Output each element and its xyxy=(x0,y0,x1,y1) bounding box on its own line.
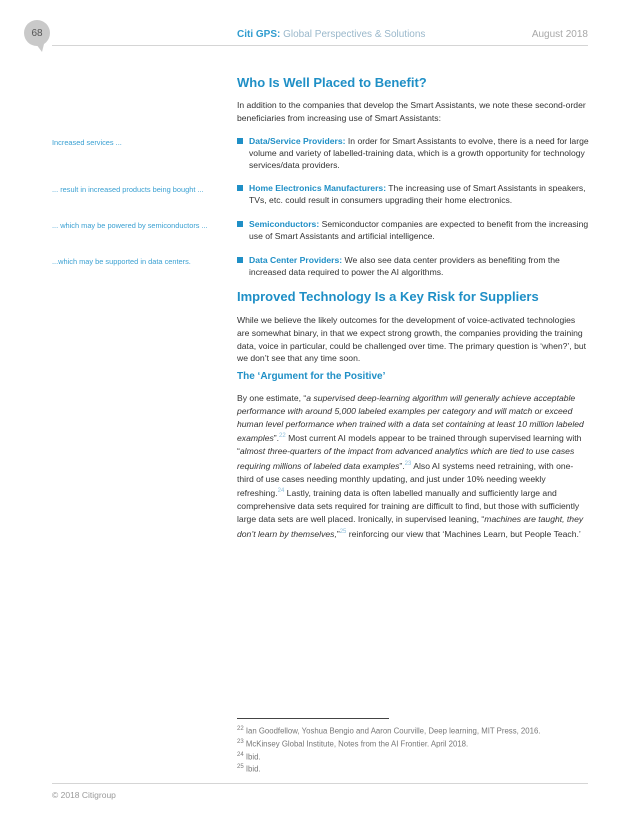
footnote-ref: 22 xyxy=(279,433,286,440)
text-run: ”. xyxy=(399,460,405,471)
margin-note-1: Increased services ... xyxy=(52,138,122,147)
text-run: Also AI systems need retraining, with one-third of use cases needing monthly updating, and just under 10% needing weekly refreshing. xyxy=(237,460,574,499)
margin-note-4: ...which may be supported in data centers. xyxy=(52,257,191,266)
header-title xyxy=(237,29,425,40)
page-number: 68 xyxy=(31,27,43,39)
header-brand: Citi GPS: xyxy=(237,29,281,40)
bullet-term: Data Center Providers: xyxy=(249,255,343,265)
footnote-ref: 25 xyxy=(339,528,347,535)
bullet-term: Home Electronics Manufacturers: xyxy=(249,183,387,193)
bullet-square-icon xyxy=(237,138,243,144)
section-beneficiaries xyxy=(237,75,589,125)
bullet-square-icon xyxy=(237,257,243,263)
bullet-text: In order for Smart Assistants to evolve, there is a need for large volume and variety of labelled-training data, which is a growth opportunity for technology services/data providers. xyxy=(249,136,589,171)
list-item xyxy=(237,182,589,206)
footnote xyxy=(237,724,597,737)
footnote-number: 23 xyxy=(237,738,244,745)
footnote-text: Ian Goodfellow, Yoshua Bengio and Aaron Courville, Deep learning, MIT Press, 2016. xyxy=(243,726,541,736)
section-heading-risk: Improved Technology Is a Key Risk for Suppliers xyxy=(237,289,539,304)
section-heading-beneficiaries: Who Is Well Placed to Benefit? xyxy=(237,75,427,90)
list-item xyxy=(237,135,589,172)
quote-1: a supervised deep-learning algorithm will generally achieve acceptable performance with around 5,000 labeled examples per category and will match or exceed human level performance when trained with a data set containing at least 10 million labeled examples xyxy=(237,393,584,444)
footnote-text: McKinsey Global Institute, Notes from the AI Frontier. April 2018. xyxy=(243,739,469,749)
footnote-number: 24 xyxy=(237,751,244,758)
copyright: © 2018 Citigroup xyxy=(52,790,116,800)
quote-2: almost three-quarters of the impact from advanced analytics which are tied to use cases requiring millions of labeled data examples xyxy=(237,446,575,471)
page-badge-tail xyxy=(36,44,44,52)
text-run: Most current AI models appear to be trained through supervised learning with “ xyxy=(237,433,582,457)
bullet-text: We also see data center providers as benefiting from the increased data required to power the AI algorithms. xyxy=(249,255,560,278)
footnote xyxy=(237,737,597,750)
bullet-term: Data/Service Providers: xyxy=(249,136,346,146)
section-risk xyxy=(237,289,589,365)
footnote xyxy=(237,750,597,763)
section-argument xyxy=(237,371,589,540)
bullet-square-icon xyxy=(237,221,243,227)
header-divider xyxy=(52,45,588,46)
header-subtitle: Global Perspectives & Solutions xyxy=(280,29,426,40)
text-run: ” xyxy=(336,528,340,539)
text-run: By one estimate, “ xyxy=(237,393,307,403)
list-item xyxy=(237,254,589,278)
text-run: ”. xyxy=(273,433,280,444)
footnote-number: 25 xyxy=(237,764,244,771)
text-run: reinforcing our view that ‘Machines Learn, but People Teach.’ xyxy=(346,528,581,539)
section-intro: In addition to the companies that develop the Smart Assistants, we note these second-order beneficiaries from increasing use of Smart Assistants: xyxy=(237,100,586,123)
bullet-term: Semiconductors: xyxy=(249,219,320,229)
margin-note-3: ... which may be powered by semiconductors ... xyxy=(52,221,208,230)
margin-note-2: ... result in increased products being bought ... xyxy=(52,185,204,194)
footnote-ref: 23 xyxy=(404,460,412,467)
footnote xyxy=(237,762,597,775)
footnotes xyxy=(237,724,597,775)
bullet-text: The increasing use of Smart Assistants in speakers, TVs, etc. could result in consumers upgrading their home electronics. xyxy=(249,183,586,206)
section-argument-paragraph xyxy=(237,392,589,540)
quote-3: machines are taught, they don’t learn by themselves, xyxy=(237,513,584,539)
footnote-divider xyxy=(237,718,389,719)
section-risk-paragraph: While we believe the likely outcomes for the development of voice-activated technologies are somewhat binary, in that we expect strong growth, the companies providing the training data, voice in particular, could be challenged over time. The primary question is ‘when?’, but we don’t see that any time soon. xyxy=(237,315,587,364)
section-heading-argument: The ‘Argument for the Positive’ xyxy=(237,371,386,382)
footnote-text: Ibid. xyxy=(243,764,261,774)
header-date: August 2018 xyxy=(531,29,588,40)
bullet-square-icon xyxy=(237,185,243,191)
footnote-number: 22 xyxy=(237,726,244,732)
text-run: Lastly, training data is often labelled manually and sufficiently large and comprehensive data sets required for training are difficult to find, but those with sufficiently large data sets are well placed. Ironically, in supervised leaning, “ xyxy=(237,488,580,524)
footnote-text: Ibid. xyxy=(243,752,261,762)
bullet-text: Semiconductor companies are expected to benefit from the increasing use of Smart Assistants and artificial intelligence. xyxy=(249,219,589,242)
footer-divider xyxy=(52,783,588,784)
footnote-ref: 24 xyxy=(277,488,285,495)
list-item xyxy=(237,218,589,242)
page-number-badge xyxy=(24,20,50,46)
